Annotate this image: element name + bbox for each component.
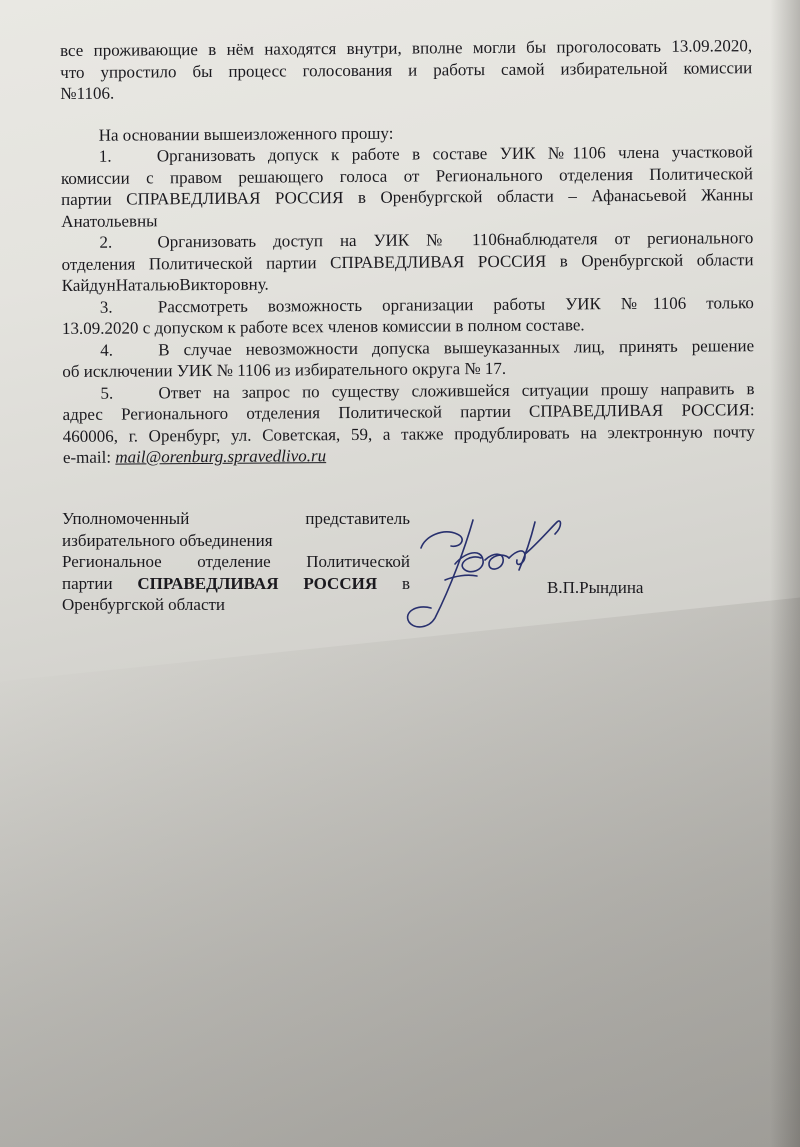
- signer-name: В.П.Рындина: [547, 578, 644, 597]
- item-line: партии СПРАВЕДЛИВАЯ РОССИЯ в Оренбургской области – Афанасьевой Жанны: [61, 185, 754, 209]
- item-last-line: Анатольевны: [61, 210, 158, 231]
- signature-line-1: Уполномоченный представитель: [62, 509, 410, 528]
- document-body: [60, 35, 755, 468]
- request-item-4: [62, 335, 754, 383]
- signature-line-4: [62, 573, 410, 595]
- intro-line-3: №1106.: [60, 83, 115, 103]
- request-item-2: [61, 227, 753, 296]
- intro-line-1: все проживающие в нём находятся внутри, вполне могли бы проголосовать 13.09.2020,: [60, 36, 753, 60]
- item-line: 460006, г. Оренбург, ул. Советская, 59, а также продублировать на электронную почту: [62, 421, 755, 446]
- party-suffix: в: [377, 573, 410, 593]
- request-item-3: [62, 292, 754, 340]
- item-line: отделения Политической партии СПРАВЕДЛИВАЯ РОССИЯ в Оренбургской области: [61, 249, 754, 274]
- signature-line-5: Оренбургской области: [62, 595, 226, 614]
- signature-line-2: избирательного объединения: [62, 530, 273, 550]
- item-text: Организовать допуск к работе в составе УИК №1106 члена участковой: [156, 142, 753, 166]
- request-item-1: [61, 141, 754, 232]
- party-name: СПРАВЕДЛИВАЯ РОССИЯ: [137, 573, 378, 593]
- item-text: Организовать доступ на УИК № 1106наблюдателя от регионального: [157, 228, 754, 252]
- item-text: Ответ на запрос по существу сложившейся ситуации прошу направить в: [158, 378, 755, 402]
- item-number: 2.: [99, 232, 113, 252]
- request-heading: На основании вышеизложенного прошу:: [98, 123, 394, 145]
- item-number: 5.: [100, 383, 114, 403]
- item-last-line: КайдунНатальюВикторовну.: [61, 274, 269, 295]
- item-line: адрес Регионального отделения Политической партии СПРАВЕДЛИВАЯ РОССИЯ:: [62, 400, 755, 424]
- handwritten-signature: [385, 508, 585, 638]
- item-number: 1.: [98, 146, 112, 166]
- item-number: 4.: [100, 340, 113, 360]
- intro-line-2: что упростило бы процесс голосования и работы самой избирательной комиссии: [60, 57, 753, 82]
- signature-line-3: Региональное отделение Политической: [62, 552, 410, 571]
- item-text: В случае невозможности допуска вышеуказанных лиц, принять решение: [158, 335, 755, 359]
- item-last-line: 13.09.2020 с допуском к работе всех членов комиссии в полном составе.: [61, 315, 585, 338]
- item-number: 3.: [99, 297, 113, 317]
- request-item-5: [62, 378, 755, 469]
- party-prefix: партии: [62, 573, 138, 593]
- email-prefix: e-mail:: [62, 447, 116, 467]
- item-last-line: [63, 442, 755, 468]
- email-link[interactable]: mail@orenburg.spravedlivo.ru: [115, 446, 327, 467]
- item-last-line: об исключении УИК № 1106 из избирательного округа № 17.: [62, 358, 507, 381]
- item-text: Рассмотреть возможность организации работы УИК №1106 только: [157, 292, 754, 316]
- signature-block: [62, 508, 410, 616]
- item-line: комиссии с правом решающего голоса от Регионального отделения Политической: [60, 163, 754, 188]
